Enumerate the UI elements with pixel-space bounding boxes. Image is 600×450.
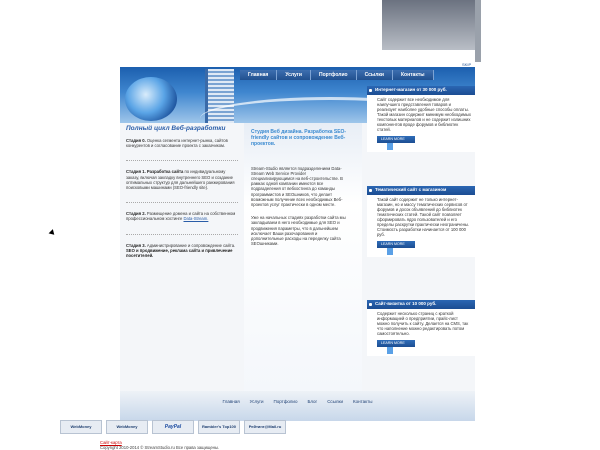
copyright: [100, 440, 219, 450]
mailru-rating-badge[interactable]: Рейтинг@Mail.ru: [244, 420, 286, 434]
nav-links[interactable]: Ссылки: [357, 70, 393, 80]
offer-card-thematic: [367, 186, 475, 257]
learn-more-button[interactable]: [377, 340, 415, 347]
sitemap-link[interactable]: Сайт-карта: [100, 440, 122, 445]
nav-contacts[interactable]: Контакты: [393, 70, 434, 80]
divider: [126, 202, 238, 203]
offer-title: Тематический сайт с магазином: [367, 186, 475, 195]
stage-1-text: по индивидуальному заказу, включая закладку внутреннего SEO и создание оптимальных структур для дальнейшего ранжирования поисковыми машинами (SEO-friendly site).: [126, 169, 235, 191]
offer-card-shop: [367, 86, 475, 152]
footer-services[interactable]: Услуги: [249, 399, 264, 404]
data-stream-link[interactable]: Data-Stream.: [183, 216, 209, 222]
top-banner: [120, 0, 481, 62]
footer-blog[interactable]: Блог: [307, 399, 318, 404]
stage-3-extra: SEO и продвижение, реклама сайта и привлечение посетителей.: [126, 247, 233, 259]
footer-links-item[interactable]: Ссылки: [327, 399, 344, 404]
offer-text: Такой сайт содержит не только интернет-магазин, но и массу тематических сервисов от форумов и досок объявлений до библиотек тематических статей. Такой сайт позволяет сформировать ядро пользователей и его пределы раскрутки практически неограничены. Стоимость разработки начинается от 100 000 руб.: [377, 197, 470, 237]
nav-home[interactable]: Главная: [240, 70, 277, 80]
divider: [126, 234, 238, 235]
offer-title: Интернет-магазин от 30 000 руб.: [367, 86, 475, 95]
webmoney-badge[interactable]: WebMoney: [60, 420, 102, 434]
learn-more-label: LEARN MORE: [381, 137, 405, 141]
stage-3-label: Стадия 3.: [126, 242, 146, 248]
learn-more-label: LEARN MORE: [381, 242, 405, 246]
stage-3: [126, 243, 238, 259]
webmoney-badge[interactable]: WebMoney: [106, 420, 148, 434]
stage-2-text: Размещение домена и сайта на собственном профессиональном хостинге: [126, 211, 236, 222]
arrow-icon: [387, 347, 393, 354]
offer-text: Сайт содержит все необходимое для наилучшего представления товаров и реализует наиболее удобные способы оплаты. Такой магазин содержит минимум необходимых текстовых материалов и не содержит излишних компонентов вроде форумов и библиотек статей.: [377, 97, 471, 132]
badges-row: [60, 420, 286, 434]
learn-more-button[interactable]: [377, 136, 415, 143]
footer-portfolio[interactable]: Портфолио: [273, 399, 298, 404]
stage-1: [126, 169, 238, 190]
skip-link[interactable]: SKIP: [462, 62, 472, 67]
arrow-icon: [387, 248, 393, 255]
learn-more-label: LEARN MORE: [381, 341, 405, 345]
paypal-badge[interactable]: PayPal: [152, 420, 194, 434]
arrow-icon: [387, 143, 393, 150]
studio-paragraph-1: Stream-Studio является подразделением Data-Stream Web Service Provider специализирующимся на веб-строительстве. В рамках одной компании имеются все подразделения от вебхостинга до команды программистов и SEOшников, что делает возможным получение всех необходимых Веб-проектов услуг практически в одном месте.: [251, 165, 343, 208]
globe-icon: [125, 77, 177, 121]
stage-3-text: Администрирование и сопровождение сайта.: [146, 242, 236, 248]
top-banner-grey: [382, 0, 475, 50]
nav-portfolio[interactable]: Портфолио: [311, 70, 357, 80]
stage-0-text: Оценка сегмента интернет-рынка, сайтов конкурентов и согласование проекта с заказчиком.: [126, 138, 228, 149]
footer-contacts[interactable]: Контакты: [353, 399, 373, 404]
content-area: [120, 87, 475, 391]
stage-0-label: Стадия 0.: [126, 138, 146, 143]
main-nav: [240, 70, 434, 80]
rambler-badge[interactable]: Rambler's Top100: [198, 420, 240, 434]
stage-2-label: Стадия 2.: [126, 211, 146, 217]
stage-0: [126, 138, 238, 148]
stage-2: [126, 211, 238, 221]
studio-paragraph-2: Уже на начальных стадиях разработки сайта мы закладываем в него необходимые для SEO и продвижения параметры, что в дальнейшем исключает Ваши разочарования и дополнительные расходы на переделку сайта SEOшниками.: [251, 215, 346, 247]
footer-links: [120, 396, 475, 408]
stages-title: Полный цикл Веб-разработки: [126, 125, 226, 132]
copyright-text: Copyright 2010-2014 © StreamStudio.ru Все права защищены.: [100, 445, 220, 450]
nav-services[interactable]: Услуги: [277, 70, 311, 80]
page: [120, 0, 475, 450]
footer-nav: [120, 391, 475, 421]
footer-home[interactable]: Главная: [222, 399, 240, 404]
divider: [126, 160, 238, 161]
learn-more-button[interactable]: [377, 241, 415, 248]
offers-column: [367, 86, 475, 391]
studio-heading: Студия Веб дизайна. Разработка SEO-friendly сайтов и сопровождение Веб-проектов.: [251, 129, 347, 148]
mouse-cursor: [49, 229, 57, 237]
offer-text: Содержит несколько страниц с краткой информацией о предприятии, прайс-лист можно получить к сайту. Делается на CMS, так что наполнение можно редактировать потом самостоятельно.: [377, 311, 469, 336]
stage-1-label: Стадия 1. Разработка сайта: [126, 169, 184, 175]
offer-title: Сайт-визитка от 10 000 руб.: [367, 300, 475, 309]
stages-column: [126, 123, 238, 391]
studio-column: [244, 123, 362, 391]
offer-card-business: [367, 300, 475, 356]
